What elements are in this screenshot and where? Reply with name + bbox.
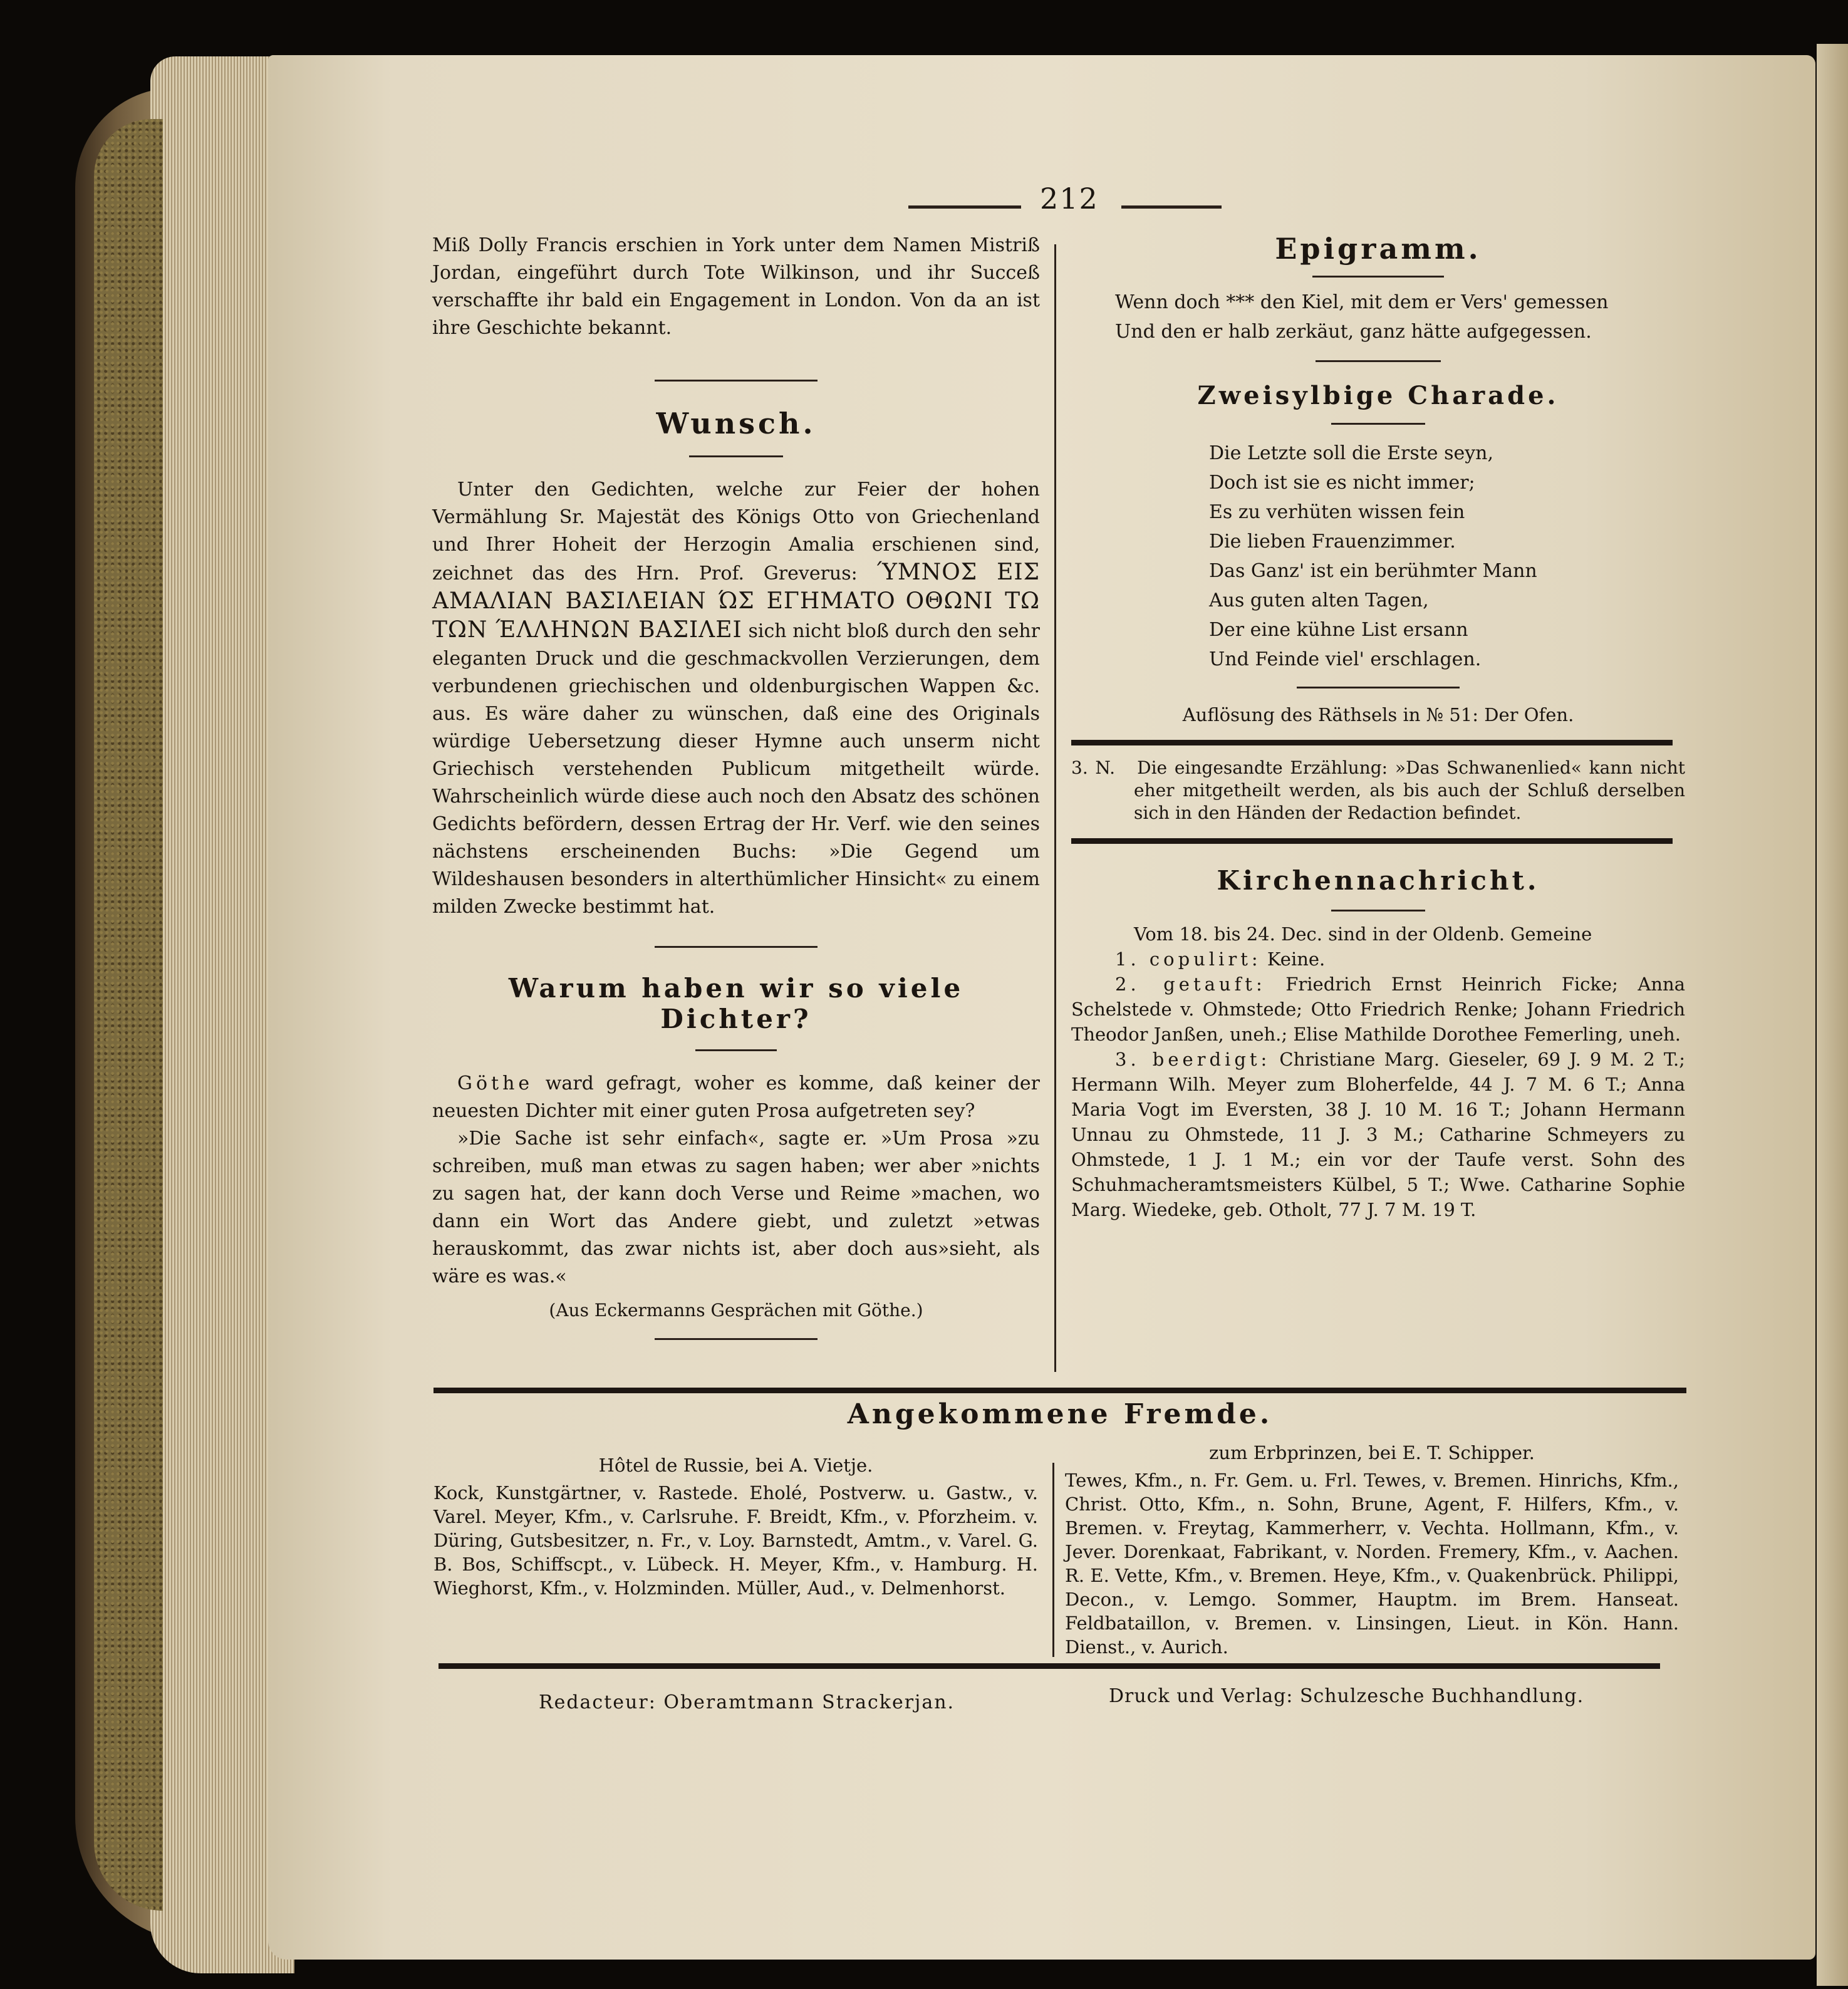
- charade-line: Aus guten alten Tagen,: [1209, 589, 1429, 611]
- fremde-right-column: [1065, 1441, 1679, 1659]
- fremde-left-column: [433, 1453, 1038, 1600]
- notice-label: 3. N.: [1071, 757, 1116, 778]
- heading-rule: [1312, 276, 1444, 278]
- beerdigt-text: Christiane Marg. Gieseler, 69 J. 9 M. 2 T.; Hermann Wilh. Meyer zum Bloherfelde, 44 J. 7 M. 6 T.; Anna Maria Vogt im Eversten, 38 J. 10 M. 16 T.; Johann Hermann Unnau zu Ohmstede, 11 J. 3 M.; Catharine Schmeyers zu Ohmstede, 1 J. 1 M.; ein vor der Taufe verst. Sohn des Schuhmacheramtsmeisters Külbel, 5 T.; Wwe. Catharine Sophie Marg. Wiedeke, geb. Otholt, 77 J. 7 M. 19 T.: [1071, 1049, 1685, 1220]
- heading-rule: [689, 455, 783, 457]
- kirchen-copulirt: [1071, 947, 1685, 972]
- greek-title-3: ΟΘΩΝΙ ΤΩ ΤΩΝ ΈΛΛΗΝΩΝ ΒΑΣΙΛΕΙ: [432, 588, 1040, 643]
- heading-rule: [695, 1049, 777, 1051]
- section-rule: [655, 946, 818, 948]
- section-rule: [655, 380, 818, 382]
- notice-paragraph: [1071, 757, 1685, 824]
- epigramm-heading: Epigramm.: [1275, 232, 1482, 266]
- section-rule: [1297, 687, 1460, 688]
- page-number-row: [896, 182, 1234, 226]
- getauft-text: Friedrich Ernst Heinrich Ficke; Anna Schelstede v. Ohmstede; Otto Friedrich Renke; Johann Friedrich Theodor Janßen, uneh.; Elise Mathilde Dorothee Femerling, uneh.: [1071, 974, 1685, 1045]
- thick-rule: [439, 1663, 1660, 1669]
- kirchen-heading: Kirchennachricht.: [1217, 865, 1540, 896]
- erbprinzen-guests: Tewes, Kfm., n. Fr. Gem. u. Frl. Tewes, v. Bremen. Hinrichs, Kfm., Christ. Otto, Kfm., n. Sohn, Brune, Agent, F. Hilfers, Kfm., v. Bremen. v. Freytag, Kammerherr, v. Vechta. Hollmann, Kfm., v. Jever. Dorenkaat, Fabrikant, v. Norden. Fremery, Kfm., v. Aachen. R. E. Vette, Kfm., v. Bremen. Heye, Kfm., v. Quakenbrück. Philippi, Decon., v. Lemgo. Sommer, Hauptm. im Brem. Hanseat. Feldbataillon, v. Bremen. v. Linsingen, Lieut. in Kön. Hann. Dienst., v. Aurich.: [1065, 1470, 1679, 1658]
- wunsch-heading: Wunsch.: [656, 407, 816, 440]
- dichter-paragraph-2: »Die Sache ist sehr einfach«, sagte er. »Um Prosa »zu schreiben, muß man etwas zu sagen haben; wer aber »nichts zu sagen hat, der kann doch Verse und Reime »machen, wo dann ein Wort das Andere giebt, und zuletzt »etwas herauskommt, das zwar nichts ist, aber doch aus»sieht, als wäre es was.«: [432, 1128, 1040, 1287]
- charade-line: Die lieben Frauenzimmer.: [1209, 531, 1456, 553]
- left-column: [432, 232, 1040, 1340]
- kirchen-intro: Vom 18. bis 24. Dec. sind in der Oldenb. Gemeine: [1134, 923, 1592, 945]
- wunsch-text-after: sich nicht bloß durch den sehr eleganten Druck und die geschmackvollen Verzierungen, dem verbundenen griechischen und oldenburgischen Wappen &c. aus. Es wäre daher zu wünschen, daß eine des Originals würdige Uebersetzung dieser Hymne auch unserm nicht Griechisch verstehenden Publicum mitgetheilt würde. Wahrscheinlich würde diese auch noch den Absatz des schönen Gedichts befördern, dessen Ertrag der Hr. Verf. wie den seines nächstens erscheinenden Buchs: »Die Gegend um Wildeshausen besonders in alterthümlicher Hinsicht« zu einem milden Zwecke bestimmt hat.: [432, 620, 1040, 918]
- greek-title-2: ΕΙΣ ΑΜΑΛΙΑΝ ΒΑΣΙΛΕΙΑΝ ΏΣ ΕΓΗΜΑΤΟ: [432, 559, 1041, 614]
- charade-line: Das Ganz' ist ein berühmter Mann: [1209, 560, 1537, 582]
- fremde-column-divider: [1052, 1463, 1054, 1657]
- page-number: 212: [1040, 182, 1099, 216]
- notice-text: Die eingesandte Erzählung: »Das Schwanenlied« kann nicht eher mitgetheilt werden, als bis auch der Schluß derselben sich in den Händen der Redaction befindet.: [1134, 757, 1685, 823]
- heading-rule: [1331, 423, 1425, 425]
- charade-line: Doch ist sie es nicht immer;: [1209, 472, 1475, 494]
- column-divider: [1054, 244, 1056, 1372]
- beerdigt-label: 3. beerdigt:: [1115, 1049, 1271, 1070]
- footer-redacteur: Redacteur: Oberamtmann Strackerjan.: [539, 1691, 955, 1713]
- greek-title-1: ΎΜΝΟΣ: [876, 559, 978, 585]
- facing-page-edge: [1817, 44, 1848, 1986]
- kirchen-getauft: [1071, 972, 1685, 1047]
- heading-rule: [1331, 910, 1425, 911]
- page-number-rule-right: [1121, 205, 1222, 209]
- getauft-label: 2. getauft:: [1115, 974, 1266, 995]
- charade-poem: [1071, 439, 1685, 674]
- charade-solution: Auflösung des Räthsels in № 51: Der Ofen.: [1182, 704, 1574, 725]
- kirchen-beerdigt: [1071, 1047, 1685, 1222]
- copulirt-text: Keine.: [1267, 948, 1326, 970]
- right-column: [1071, 232, 1685, 1222]
- charade-line: Der eine kühne List ersann: [1209, 619, 1468, 641]
- dichter-heading: Warum haben wir so viele Dichter?: [508, 973, 964, 1034]
- marbled-cover: [94, 119, 163, 1911]
- epigramm-line-2: Und den er halb zerkäut, ganz hätte aufgegessen.: [1115, 321, 1592, 343]
- charade-line: Die Letzte soll die Erste seyn,: [1209, 442, 1494, 464]
- charade-heading: Zweisylbige Charade.: [1197, 381, 1559, 410]
- section-rule: [1316, 360, 1441, 362]
- hotel-russie-guests: Kock, Kunstgärtner, v. Rastede. Eholé, Postverw. u. Gastw., v. Varel. Meyer, Kfm., v. Carlsruhe. F. Breidt, Kfm., v. Pforzheim. v. Düring, Gutsbesitzer, n. Fr., v. Loy. Barnstedt, Amtm., v. Varel. G. B. Bos, Schiffscpt., v. Lübeck. H. Meyer, Kfm., v. Hamburg. H. Wieghorst, Kfm., v. Holzminden. Müller, Aud., v. Delmenhorst.: [433, 1482, 1038, 1599]
- copulirt-label: 1. copulirt:: [1115, 948, 1262, 970]
- intro-paragraph: Miß Dolly Francis erschien in York unter dem Namen Mistriß Jordan, eingeführt durch Tote Wilkinson, und ihr Succeß verschaffte ihr bald ein Engagement in London. Von da an ist ihre Geschichte bekannt.: [432, 234, 1040, 339]
- charade-line: Es zu verhüten wissen fein: [1209, 501, 1465, 523]
- fremde-heading: Angekommene Fremde.: [847, 1398, 1273, 1430]
- goethe-name: Göthe: [457, 1072, 534, 1094]
- footer-verlag: Druck und Verlag: Schulzesche Buchhandlung.: [1109, 1685, 1584, 1707]
- thick-rule: [433, 1388, 1686, 1393]
- wunsch-paragraph: [432, 476, 1040, 921]
- erbprinzen-heading: zum Erbprinzen, bei E. T. Schipper.: [1209, 1442, 1535, 1463]
- charade-line: Und Feinde viel' erschlagen.: [1209, 648, 1482, 670]
- hotel-russie-heading: Hôtel de Russie, bei A. Vietje.: [598, 1455, 873, 1476]
- page-number-rule-left: [908, 205, 1021, 209]
- dichter-source: (Aus Eckermanns Gesprächen mit Göthe.): [549, 1300, 923, 1321]
- thick-rule: [1071, 838, 1673, 844]
- dichter-paragraph-1: [432, 1070, 1040, 1125]
- wunsch-text-before: Unter den Gedichten, welche zur Feier der hohen Vermählung Sr. Majestät des Königs Otto von Griechenland und Ihrer Hoheit der Herzogin Amalia erschienen sind, zeichnet das des Hrn. Prof. Greverus:: [432, 479, 1040, 584]
- section-rule: [655, 1338, 818, 1340]
- epigramm-line-1: Wenn doch *** den Kiel, mit dem er Vers' gemessen: [1115, 291, 1609, 313]
- thick-rule: [1071, 740, 1673, 745]
- dichter-text-1: ward gefragt, woher es komme, daß keiner der neuesten Dichter mit einer guten Prosa aufgetreten sey?: [432, 1072, 1040, 1122]
